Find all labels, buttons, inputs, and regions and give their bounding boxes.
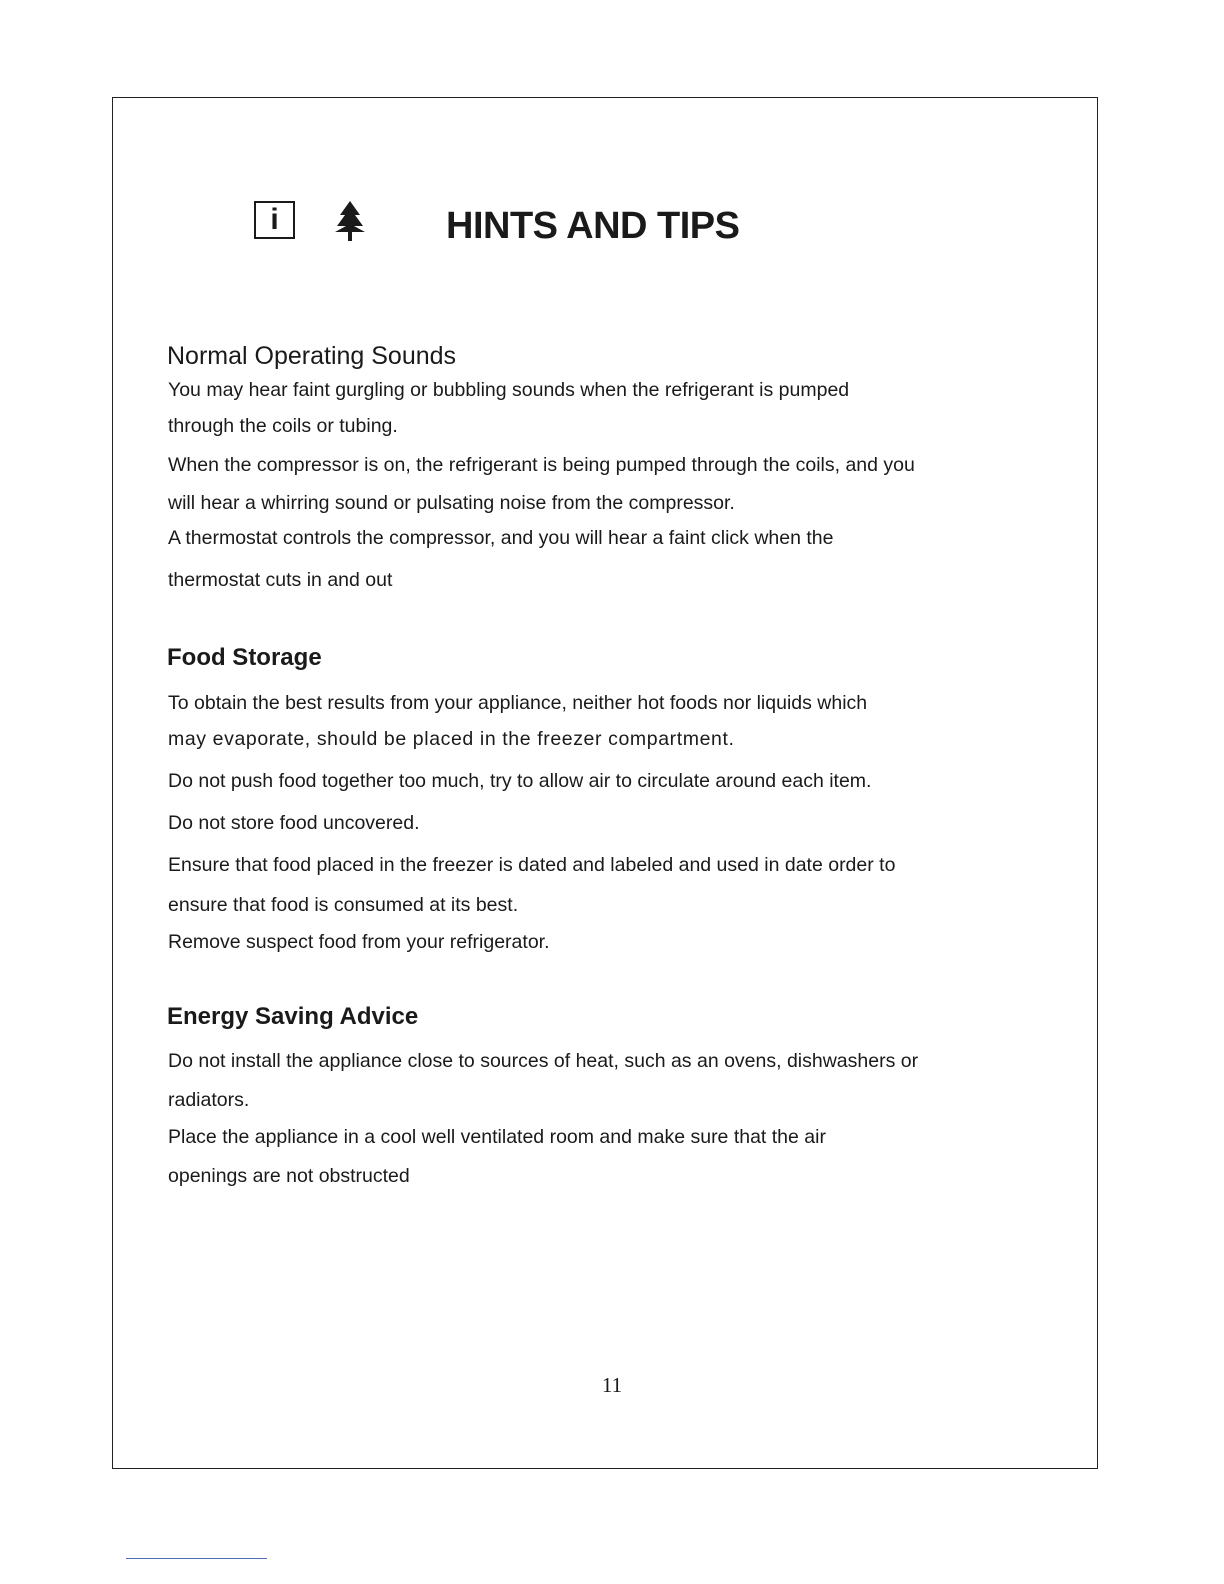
paragraph-line: will hear a whirring sound or pulsating noise from the compressor. bbox=[168, 492, 735, 514]
section-heading-food-storage: Food Storage bbox=[167, 644, 322, 671]
section-heading-normal-operating-sounds: Normal Operating Sounds bbox=[167, 342, 457, 370]
paragraph-line: ensure that food is consumed at its best. bbox=[168, 894, 519, 916]
page-title: HINTS AND TIPS bbox=[446, 205, 740, 247]
tree-icon bbox=[332, 200, 368, 242]
section-heading-energy-saving-advice: Energy Saving Advice bbox=[167, 1003, 419, 1030]
paragraph-line: A thermostat controls the compressor, and you will hear a faint click when the bbox=[168, 527, 834, 549]
paragraph-line: Place the appliance in a cool well ventilated room and make sure that the air bbox=[168, 1126, 826, 1148]
paragraph-line: You may hear faint gurgling or bubbling sounds when the refrigerant is pumped bbox=[168, 379, 850, 401]
paragraph-line: Do not push food together too much, try to allow air to circulate around each item. bbox=[168, 770, 872, 792]
paragraph-line: openings are not obstructed bbox=[168, 1165, 410, 1187]
footnote-divider bbox=[126, 1558, 267, 1559]
page-number: 11 bbox=[601, 1373, 623, 1397]
paragraph-line: Do not store food uncovered. bbox=[168, 812, 420, 834]
paragraph-line: thermostat cuts in and out bbox=[168, 569, 393, 591]
info-icon: i bbox=[254, 201, 295, 239]
paragraph-line: may evaporate, should be placed in the freezer compartment. bbox=[168, 728, 735, 750]
paragraph-line: When the compressor is on, the refrigerant is being pumped through the coils, and you bbox=[168, 454, 915, 476]
paragraph-line: To obtain the best results from your appliance, neither hot foods nor liquids which bbox=[168, 692, 868, 714]
paragraph-line: through the coils or tubing. bbox=[168, 415, 398, 437]
paragraph-line: Ensure that food placed in the freezer is dated and labeled and used in date order to bbox=[168, 854, 896, 876]
paragraph-line: radiators. bbox=[168, 1089, 250, 1111]
paragraph-line: Do not install the appliance close to sources of heat, such as an ovens, dishwashers or bbox=[168, 1050, 919, 1072]
paragraph-line: Remove suspect food from your refrigerator. bbox=[168, 931, 550, 953]
page-header bbox=[254, 200, 954, 247]
